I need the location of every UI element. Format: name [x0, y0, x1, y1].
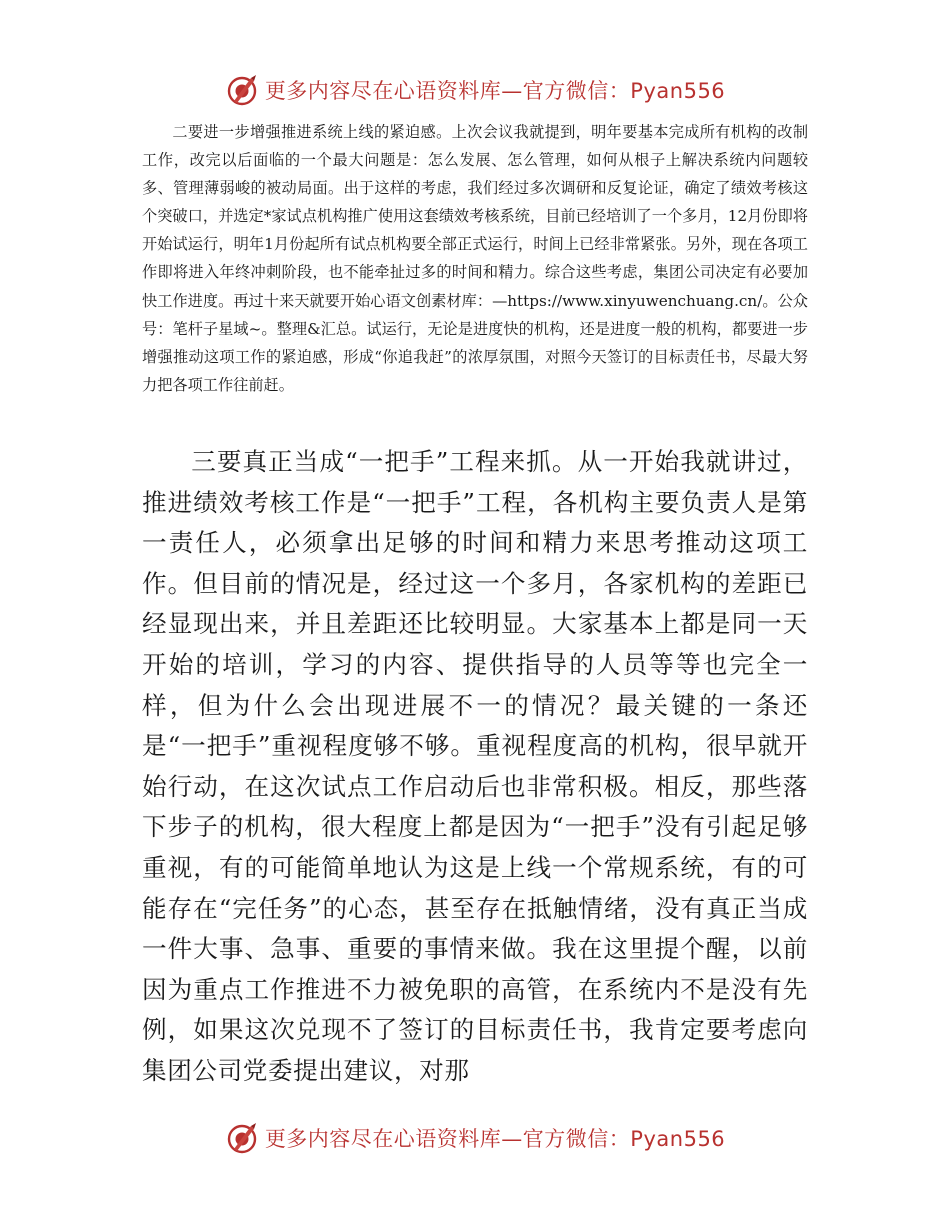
paragraph-three: 三要真正当成“一把手”工程来抓。从一开始我就讲过，推进绩效考核工作是“一把手”工程，各机构主要负责人是第一责任人，必须拿出足够的时间和精力来思考推动这项工作。但目前的情况是，经过这一个多月，各家机构的差距已经显现出来，并且差距还比较明显。大家基本上都是同一天开始的培训，学习的内容、提供指导的人员等等也完全一样，但为什么会出现进展不一的情况？最关键的一条还是“一把手”重视程度够不够。重视程度高的机构，很早就开始行动，在这次试点工作启动后也非常积极。相反，那些落下步子的机构，很大程度上都是因为“一把手”没有引起足够重视，有的可能简单地认为这是上线一个常规系统，有的可能存在“完任务”的心态，甚至存在抵触情绪，没有真正当成一件大事、急事、重要的事情来做。我在这里提个醒，以前因为重点工作推进不力被免职的高管，在系统内不是没有先例，如果这次兑现不了签订的目标责任书，我肯定要考虑向集团公司党委提出建议，对那 — [142, 447, 808, 1085]
quill-logo-icon — [225, 73, 259, 107]
quill-logo-icon — [225, 1121, 259, 1155]
paragraph-two: 二要进一步增强推进系统上线的紧迫感。上次会议我就提到，明年要基本完成所有机构的改制工作，改完以后面临的一个最大问题是：怎么发展、怎么管理，如何从根子上解决系统内问题较多、管理薄弱峻的被动局面。出于这样的考虑，我们经过多次调研和反复论证，确定了绩效考核这个突破口，并选定*家试点机构推广使用这套绩效考核系统，目前已经培训了一个多月，12月份即将开始试运行，明年1月份起所有试点机构要全部正式运行，时间上已经非常紧张。另外，现在各项工作即将进入年终冲刺阶段，也不能牵扯过多的时间和精力。综合这些考虑，集团公司决定有必要加快工作进度。再过十来天就要开始心语文创素材库：—https://www.xinyuwenchuang.cn/。公众号：笔杆子星域~。整理&汇总。试运行，无论是进度快的机构，还是进度一般的机构，都要进一步增强推动这项工作的紧迫感，形成“你追我赶”的浓厚氛围，对照今天签订的目标责任书，尽最大努力把各项工作往前赶。 — [142, 123, 808, 394]
banner-text: 更多内容尽在心语资料库—官方微信：Pyan556 — [264, 79, 726, 103]
footer-banner — [0, 1118, 950, 1158]
header-banner — [0, 70, 950, 110]
banner-text: 更多内容尽在心语资料库—官方微信：Pyan556 — [264, 1127, 726, 1151]
